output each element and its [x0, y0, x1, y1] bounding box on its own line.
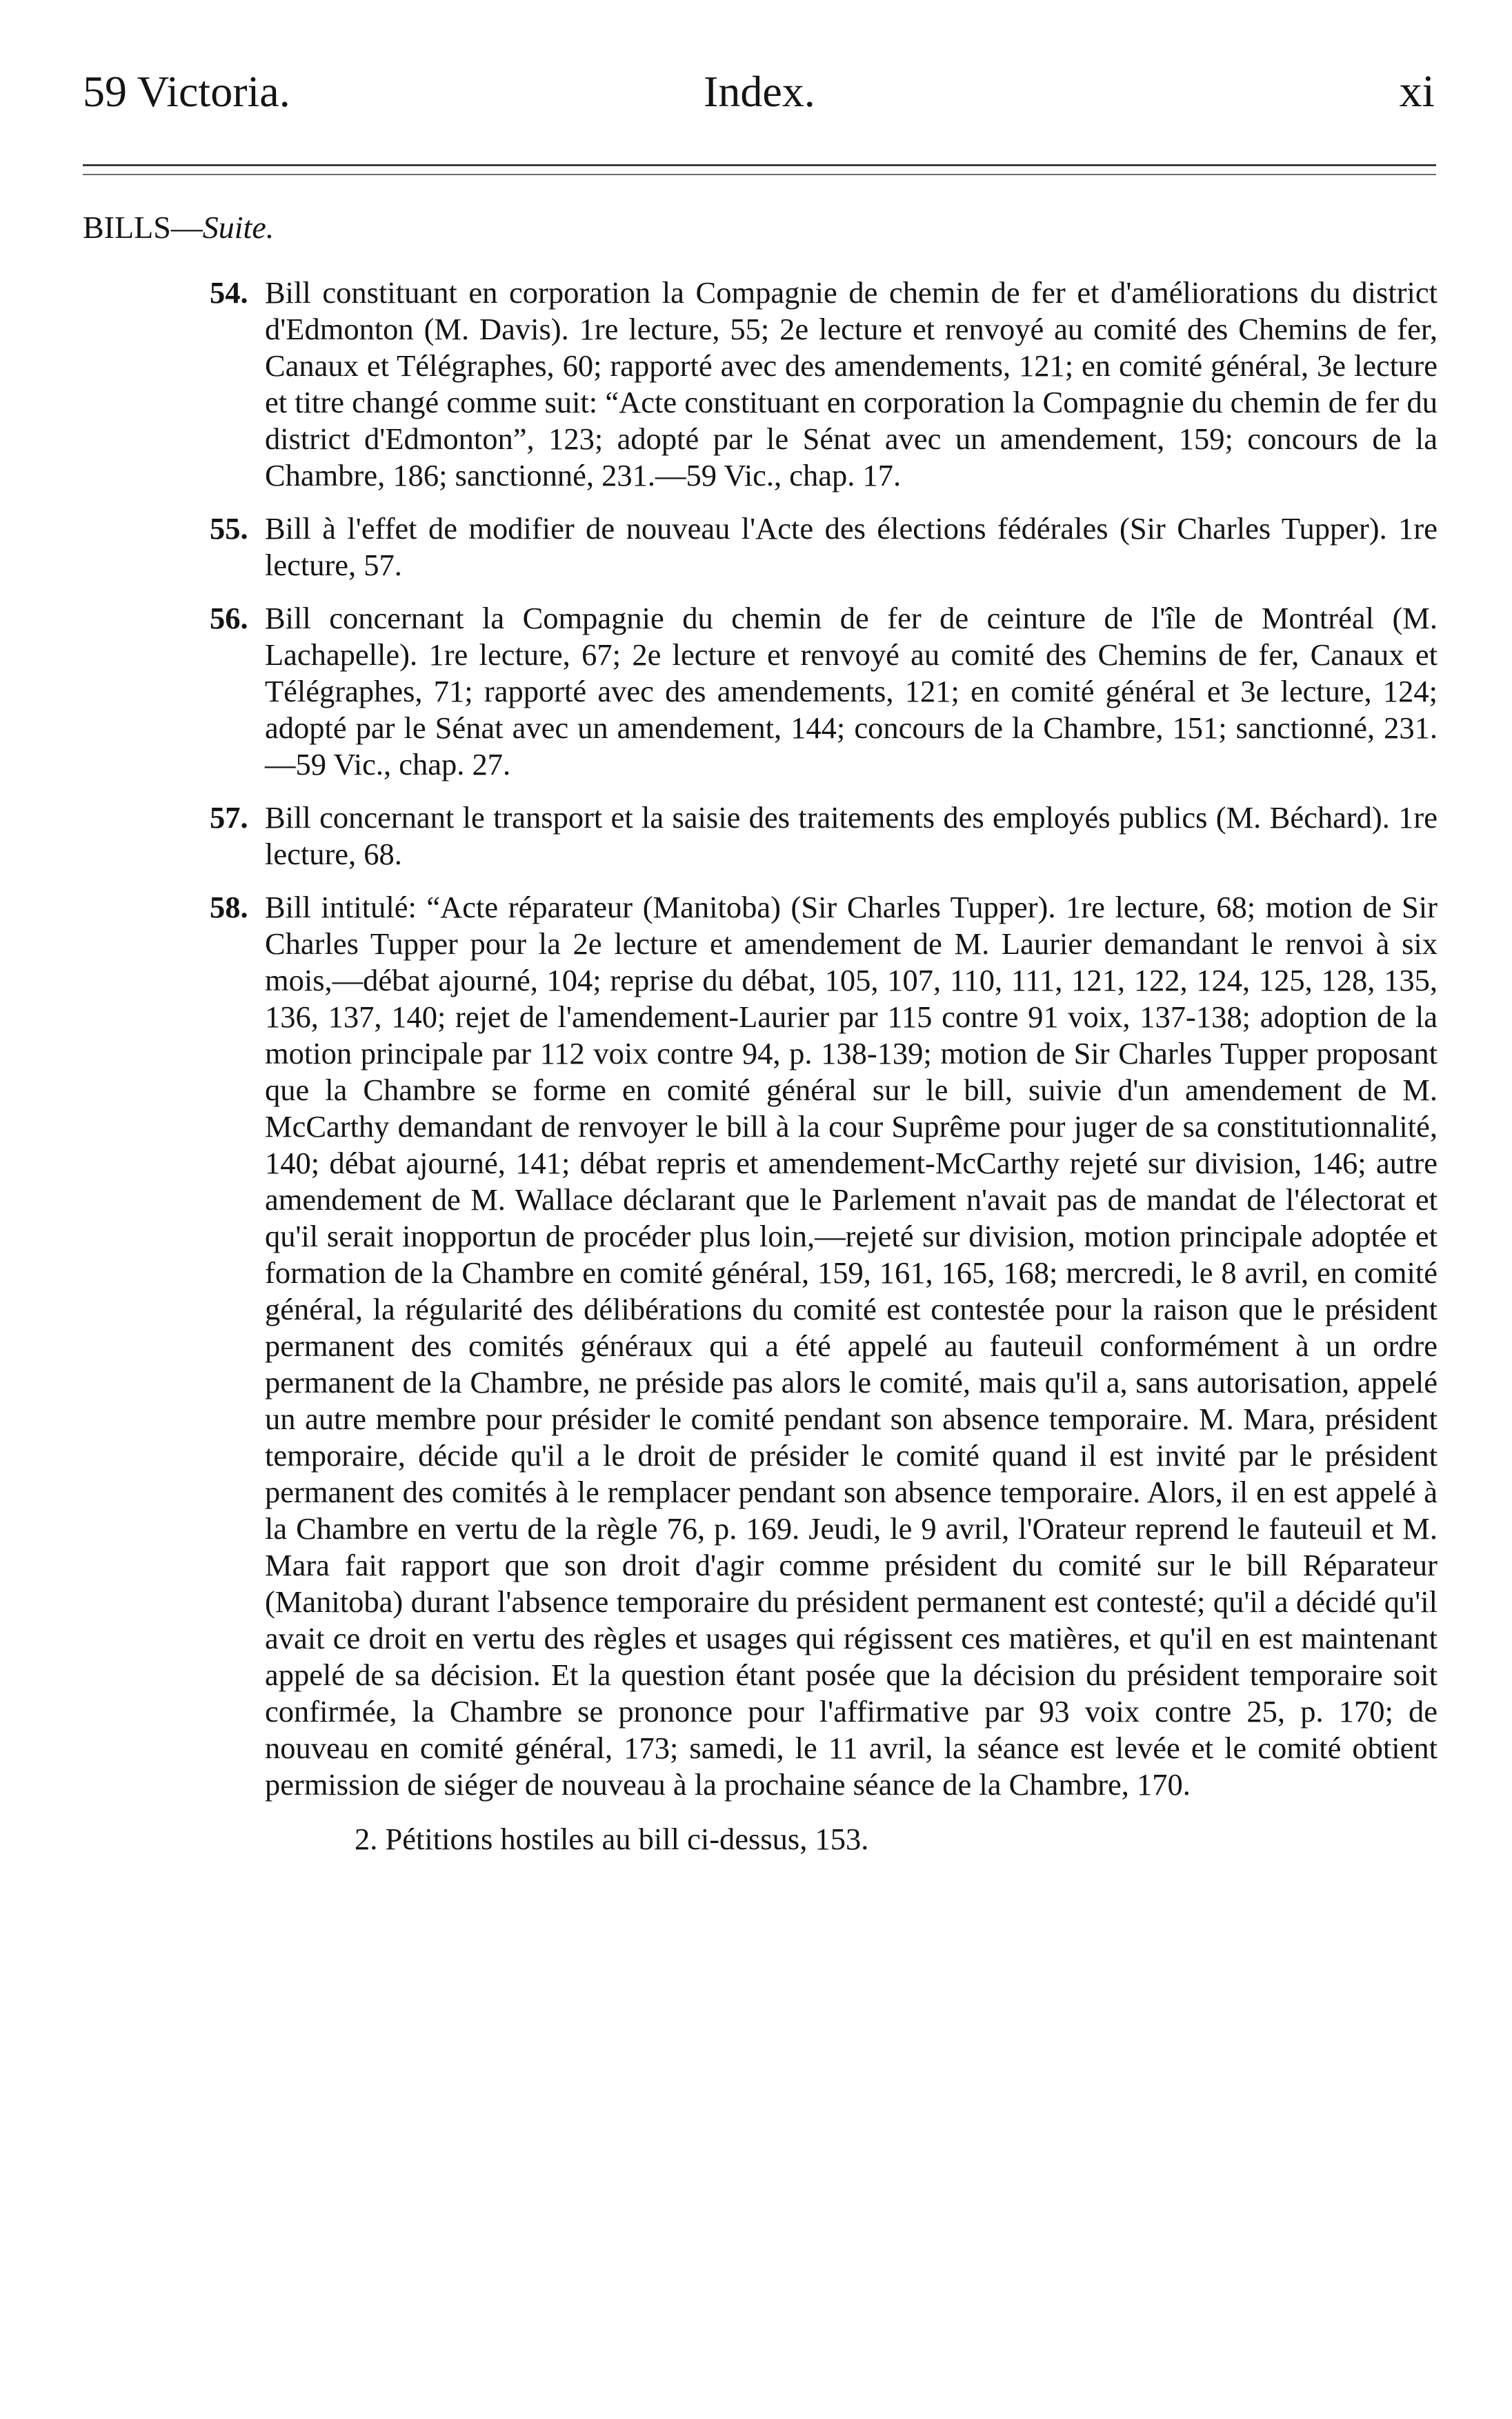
entry-number: 57.	[210, 800, 248, 835]
index-entry	[210, 510, 1438, 584]
entry-text: Bill constituant en corporation la Compagnie de chemin de fer et d'améliorations du district d'Edmonton (M. Davis). 1re lecture, 55; 2e lecture et renvoyé au comité des Chemins de fer, Canaux et Télégraphes, 60; rapporté avec des amendements, 121; en comité général, 3e lecture et titre changé comme suit: “Acte constituant en corporation la Compagnie du chemin de fer du district d'Edmonton”, 123; adopté par le Sénat avec un amendement, 159; concours de la Chambre, 186; sanctionné, 231.—59 Vic., chap. 17.	[265, 275, 1438, 492]
entry-text: Bill à l'effet de modifier de nouveau l'Acte des élections fédérales (Sir Charles Tupper). 1re lecture, 57.	[265, 511, 1438, 582]
index-entry	[210, 889, 1438, 1803]
entry-number: 58.	[210, 890, 248, 924]
running-head	[83, 61, 1435, 123]
entry-number: 55.	[210, 511, 248, 546]
index-entry	[210, 600, 1438, 783]
entry-text: Bill concernant la Compagnie du chemin de fer de ceinture de l'île de Montréal (M. Lachapelle). 1re lecture, 67; 2e lecture et renvoyé au comité des Chemins de fer, Canaux et Télégraphes, 71; rapporté avec des amendements, 121; en comité général et 3e lecture, 124; adopté par le Sénat avec un amendement, 144; concours de la Chambre, 151; sanctionné, 231.—59 Vic., chap. 27.	[265, 601, 1438, 782]
entry-text: Bill intitulé: “Acte réparateur (Manitoba) (Sir Charles Tupper). 1re lecture, 68; motion de Sir Charles Tupper pour la 2e lecture et amendement de M. Laurier demandant le renvoi à six mois,—débat ajourné, 104; reprise du débat, 105, 107, 110, 111, 121, 122, 124, 125, 128, 135, 136, 137, 140; rejet de l'amendement-Laurier par 115 contre 91 voix, 137-138; adoption de la motion principale par 112 voix contre 94, p. 138-139; motion de Sir Charles Tupper proposant que la Chambre se forme en comité général sur le bill, suivie d'un amendement de M. McCarthy demandant de renvoyer le bill à la cour Suprême pour juger de sa constitutionnalité, 140; débat ajourné, 141; débat repris et amendement-McCarthy rejeté sur division, 146; autre amendement de M. Wallace déclarant que le Parlement n'avait pas de mandat de l'électorat et qu'il serait inopportun de procéder plus loin,—rejeté sur division, motion principale adoptée et formation de la Chambre en comité général, 159, 161, 165, 168; mercredi, le 8 avril, en comité général, la régularité des délibérations du comité est contestée pour la raison que le président permanent des comités généraux qui a été appelé au fauteuil conformément à un ordre permanent de la Chambre, ne préside pas alors le comité, mais qu'il a, sans autorisation, appelé un autre membre pour présider le comité pendant son absence temporaire. M. Mara, président temporaire, décide qu'il a le droit de présider le comité quand il est invité par le président permanent des comités à le remplacer pendant son absence temporaire. Alors, il en est appelé à la Chambre en vertu de la règle 76, p. 169. Jeudi, le 9 avril, l'Orateur reprend le fauteuil et M. Mara fait rapport que son droit d'agir comme président du comité sur le bill Réparateur (Manitoba) durant l'absence temporaire du président permanent est contesté; qu'il a décidé qu'il avait ce droit en vertu des règles et usages qui régissent ces matières, et qu'il en est maintenant appelé de sa décision. Et la question étant posée que la décision du président temporaire soit confirmée, la Chambre se prononce pour l'affirmative par 93 voix contre 25, p. 170; de nouveau en comité général, 173; samedi, le 11 avril, la séance est levée et le comité obtient permission de siéger de nouveau à la prochaine séance de la Chambre, 170.	[265, 890, 1438, 1802]
entry-text: Bill concernant le transport et la saisie des traitements des employés publics (M. Béchard). 1re lecture, 68.	[265, 800, 1438, 871]
index-entry	[210, 799, 1438, 873]
page-title: Index.	[704, 67, 815, 116]
entry-number: 56.	[210, 601, 248, 635]
index-entry	[210, 275, 1438, 494]
index-entries	[210, 275, 1438, 1858]
page-number: xi	[1399, 66, 1435, 117]
section-suffix: Suite.	[202, 210, 275, 245]
header-rule-bottom	[83, 174, 1436, 175]
section-title: BILLS—	[83, 210, 203, 245]
entry-number: 54.	[210, 275, 248, 310]
section-heading	[83, 207, 274, 248]
volume-label: 59 Victoria.	[83, 67, 290, 116]
sub-entry: 2. Pétitions hostiles au bill ci-dessus, 153.	[355, 1822, 869, 1856]
header-rule-top	[83, 164, 1436, 166]
